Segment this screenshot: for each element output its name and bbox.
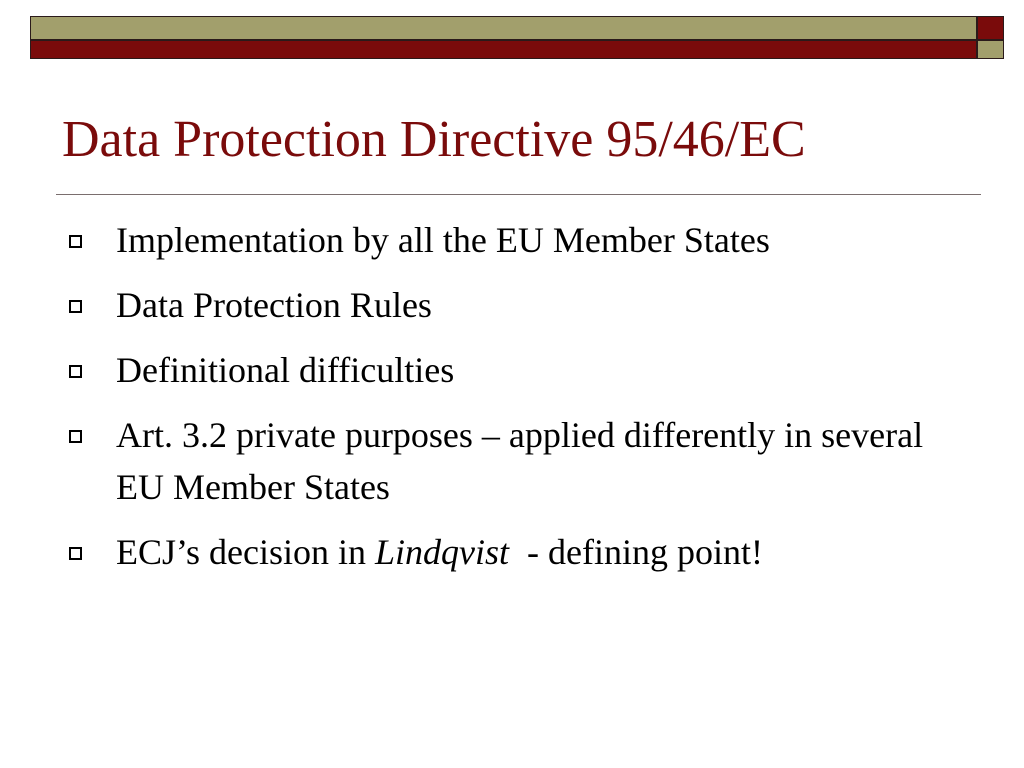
hollow-square-icon [69, 235, 82, 248]
header-bar-olive [30, 16, 977, 40]
header-bar-maroon [30, 40, 977, 59]
hollow-square-icon [69, 430, 82, 443]
bullet-item [66, 279, 966, 331]
bullet-item [66, 214, 966, 266]
bullet-item [66, 409, 966, 513]
case-name: Lindqvist [375, 532, 510, 572]
hollow-square-icon [69, 547, 82, 560]
header-square-maroon [977, 16, 1004, 40]
bullet-text: Data Protection Rules [116, 285, 432, 325]
hollow-square-icon [69, 300, 82, 313]
bullet-text: Definitional difficulties [116, 350, 455, 390]
bullet-text-part: - defining point! [509, 532, 763, 572]
bullet-item [66, 344, 966, 396]
bullet-item [66, 526, 966, 578]
bullet-list [66, 214, 966, 591]
hollow-square-icon [69, 365, 82, 378]
slide-title: Data Protection Directive 95/46/EC [62, 111, 806, 168]
bullet-text: Art. 3.2 private purposes – applied differently in several EU Member States [116, 415, 924, 507]
bullet-text [116, 526, 976, 578]
title-divider [56, 194, 981, 195]
bullet-text: Implementation by all the EU Member States [116, 220, 770, 260]
bullet-text-part: ECJ’s decision in [116, 532, 375, 572]
header-square-olive [977, 40, 1004, 59]
